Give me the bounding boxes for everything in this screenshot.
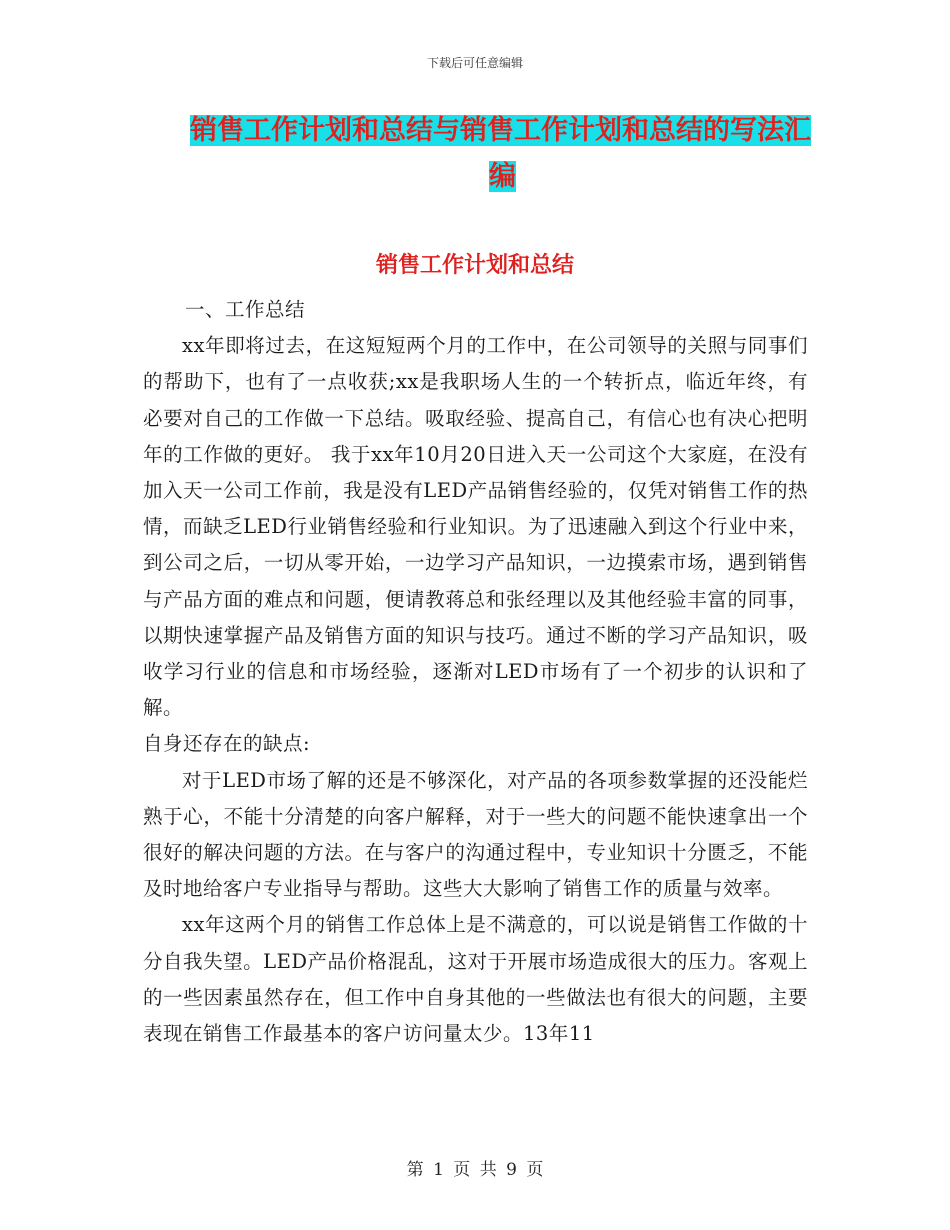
paragraph: 对于LED市场了解的还是不够深化，对产品的各项参数掌握的还没能烂熟于心，不能十分清楚的向客户解释，对于一些大的问题不能快速拿出一个很好的解决问题的方法。在与客户的沟通过程中，专业知识十分匮乏，不能及时地给客户专业指导与帮助。这些大大影响了销售工作的质量与效率。 (143, 768, 808, 901)
title-line-1: 销售工作计划和总结与销售工作计划和总结的写法汇 (190, 115, 811, 146)
paragraph: xx年即将过去，在这短短两个月的工作中，在公司领导的关照与同事们的帮助下，也有了一点收获;xx是我职场人生的一个转折点，临近年终，有必要对自己的工作做一下总结。吸取经验、提高自己，有信心也有决心把明年的工作做的更好。 我于xx年10月20日进入天一公司这个大家庭，在没有加入天一公司工作前，我是没有LED产品销售经验的，仅凭对销售工作的热情，而缺乏LED行业销售经验和行业知识。为了迅速融入到这个行业中来，到公司之后，一切从零开始，一边学习产品知识，一边摸索市场，遇到销售与产品方面的难点和问题，便请教蒋总和张经理以及其他经验丰富的同事，以期快速掌握产品及销售方面的知识与技巧。通过不断的学习产品知识，吸收学习行业的信息和市场经验，逐渐对LED市场有了一个初步的认识和了解。 (143, 334, 808, 720)
section-title: 销售工作计划和总结 (375, 253, 574, 278)
document-title (190, 108, 815, 200)
section-heading: 一、工作总结 (185, 298, 306, 321)
page-number-footer: 第 1 页 共 9 页 (406, 1160, 544, 1180)
paragraph: xx年这两个月的销售工作总体上是不满意的，可以说是销售工作做的十分自我失望。LED产品价格混乱，这对于开展市场造成很大的压力。客观上的一些因素虽然存在，但工作中自身其他的一些做法也有很大的问题，主要表现在销售工作最基本的客户访问量太少。13年11 (143, 913, 808, 1046)
title-line-2: 编 (489, 161, 516, 192)
paragraph: 自身还存在的缺点: (143, 732, 311, 756)
document-body (143, 292, 808, 1052)
header-note: 下载后可任意编辑 (426, 56, 523, 70)
